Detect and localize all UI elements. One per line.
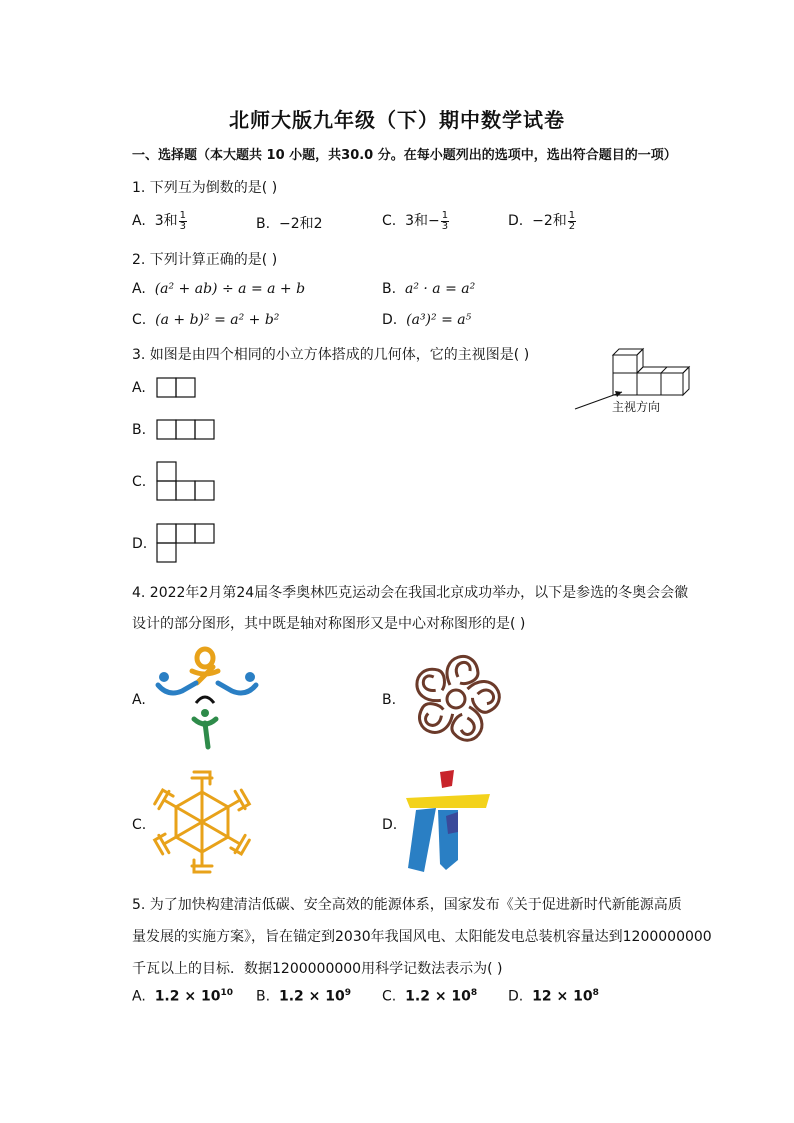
fraction: $\frac{1}{2}$ <box>568 209 576 232</box>
q3-option-a-figure[interactable] <box>157 378 197 400</box>
q5-stem-line1: 5. 为了加快构建清洁低碳、安全高效的能源体系，国家发布《关于促进新时代新能源高质 <box>132 897 682 913</box>
q1-option-b[interactable]: B. −2和2 <box>256 216 323 232</box>
q3-option-c-figure[interactable] <box>157 462 219 504</box>
q5-option-c[interactable]: C. $1.2 \times 10^8$ <box>382 988 478 1005</box>
q1-option-d[interactable]: D. −2和 $\frac{1}{2}$ <box>508 209 576 232</box>
q5-stem-line2: 量发展的实施方案》，旨在锚定到2030年我国风电、太阳能发电总装机容量达到1200000000 <box>132 929 712 945</box>
arrow-head-icon <box>615 391 622 397</box>
q2-option-a[interactable]: A. (a² + ab) ÷ a = a + b <box>132 281 306 297</box>
q3-option-c-label[interactable]: C. <box>132 474 147 490</box>
q4-option-a-label[interactable]: A. <box>132 692 146 708</box>
q5-option-b[interactable]: B. $1.2 \times 10^9$ <box>256 988 351 1005</box>
q4-emblem-c-snowflake-icon[interactable] <box>150 770 254 874</box>
q4-emblem-b-knot-icon[interactable] <box>402 645 510 753</box>
q4-stem-line2: 设计的部分图形，其中既是轴对称图形又是中心对称图形的是( ) <box>132 616 526 632</box>
q5-stem-line3: 千瓦以上的目标．数据1200000000用科学记数法表示为( ) <box>132 961 503 977</box>
q4-emblem-a-figure-icon[interactable] <box>152 645 262 753</box>
q2-option-d[interactable]: D. (a³)² = a⁵ <box>382 312 472 328</box>
q1-option-a[interactable]: A. 3和 $\frac{1}{3}$ <box>132 209 186 232</box>
q4-option-c-label[interactable]: C. <box>132 817 147 833</box>
q3-option-b-label[interactable]: B. <box>132 422 147 438</box>
q4-option-d-label[interactable]: D. <box>382 817 398 833</box>
q4-stem-line1: 4. 2022年2月第24届冬季奥林匹克运动会在我国北京成功举办，以下是参选的冬奥会会徽 <box>132 585 689 601</box>
q3-stem: 3. 如图是由四个相同的小立方体搭成的几何体，它的主视图是( ) <box>132 347 530 363</box>
q5-option-a[interactable]: A. $1.2 \times 10^{10}$ <box>132 988 233 1005</box>
q1-option-c[interactable]: C. 3和− $\frac{1}{3}$ <box>382 209 449 232</box>
q3-option-b-figure[interactable] <box>157 420 217 442</box>
q2-option-b[interactable]: B. a² · a = a² <box>382 281 476 297</box>
q4-emblem-d-ribbon-icon[interactable] <box>402 770 494 874</box>
q1-stem: 1. 下列互为倒数的是( ) <box>132 180 278 196</box>
page-title: 北师大版九年级（下）期中数学试卷 <box>229 108 565 132</box>
section-heading: 一、选择题（本大题共 10 小题，共30.0 分。在每小题列出的选项中，选出符合题目的一项） <box>132 148 677 163</box>
fraction: $\frac{1}{3}$ <box>179 209 186 232</box>
q3-option-d-figure[interactable] <box>157 524 219 566</box>
fraction: $\frac{1}{3}$ <box>441 209 449 232</box>
q4-option-b-label[interactable]: B. <box>382 692 397 708</box>
q2-stem: 2. 下列计算正确的是( ) <box>132 252 278 268</box>
q5-option-d[interactable]: D. $12 \times 10^8$ <box>508 988 599 1005</box>
q3-direction-label: 主视方向 <box>612 400 661 414</box>
q3-option-a-label[interactable]: A. <box>132 380 146 396</box>
q2-option-c[interactable]: C. (a + b)² = a² + b² <box>132 312 280 328</box>
q3-option-d-label[interactable]: D. <box>132 536 148 552</box>
